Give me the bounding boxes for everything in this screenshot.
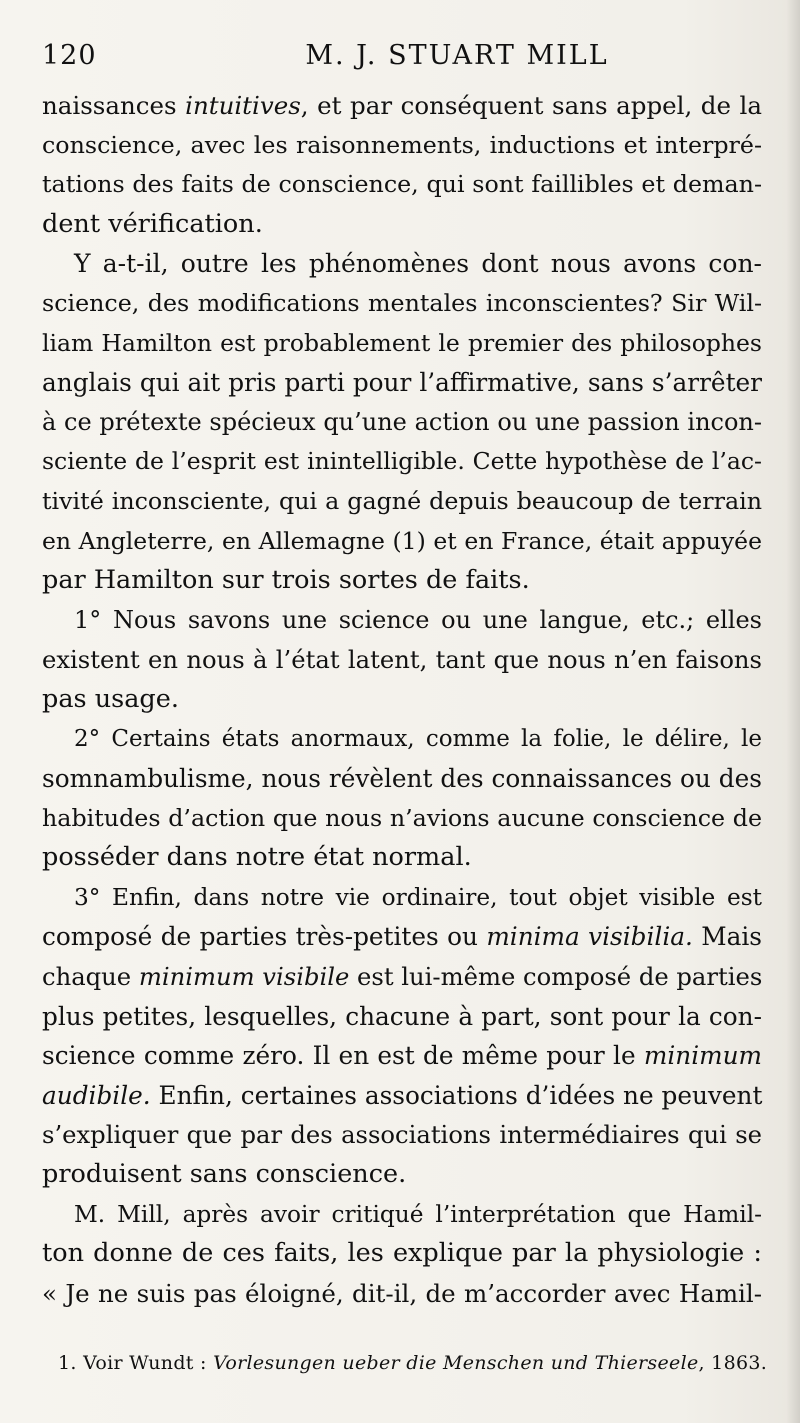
text-run: posséder dans notre état normal.	[42, 842, 472, 873]
italic-phrase: minimum visibile	[138, 962, 350, 992]
footnote	[58, 1352, 768, 1374]
text-line	[42, 442, 762, 482]
text-run: par Hamilton sur trois sortes de faits.	[42, 565, 530, 596]
text-run: ton donne de ces faits, les explique par la physiologie :	[42, 1238, 762, 1269]
text-run: existent en nous à l’état latent, tant que nous n’en faisons	[42, 645, 762, 675]
text-run: conscience, avec les raisonnements, inductions et interpré-	[42, 130, 762, 159]
text-run: liam Hamilton est probablement le premier des philosophes	[42, 328, 762, 357]
page-header	[42, 38, 762, 78]
text-line	[42, 759, 762, 799]
text-line	[42, 1195, 762, 1235]
footnote-lead: 1. Voir Wundt :	[58, 1352, 214, 1374]
footnote-tail: , 1863.	[698, 1352, 768, 1374]
text-run: 1° Nous savons une science ou une langue, etc.; elles	[74, 605, 762, 634]
text-line	[42, 1274, 762, 1314]
text-line	[42, 680, 762, 720]
text-run: M. Mill, après avoir critiqué l’interprétation que Hamil-	[74, 1200, 762, 1228]
text-line	[42, 1076, 762, 1116]
text-run: Y a-t-il, outre les phénomènes dont nous avons con-	[74, 249, 762, 279]
text-run: anglais qui ait pris parti pour l’affirmative, sans s’arrêter	[42, 368, 762, 398]
page-edge-shadow	[786, 0, 800, 1423]
text-line	[42, 561, 762, 601]
text-line	[42, 165, 762, 205]
text-line	[42, 917, 762, 957]
text-run: habitudes d’action que nous n’avions aucune conscience de	[42, 803, 762, 832]
text-run: « Je ne suis pas éloigné, dit-il, de m’accorder avec Hamil-	[42, 1278, 762, 1308]
text-run: naissances	[42, 91, 186, 120]
text-run: en Angleterre, en Allemagne (1) et en France, était appuyée	[42, 526, 762, 555]
text-line	[42, 1036, 762, 1076]
text-run: science comme zéro. Il en est de même pour le	[42, 1041, 644, 1071]
text-line	[42, 86, 762, 126]
text-run: tivité inconsciente, qui a gagné depuis beaucoup de terrain	[42, 486, 762, 515]
text-run: Mais	[692, 922, 762, 952]
footnote-title: Vorlesungen ueber die Menschen und Thierseele	[213, 1352, 699, 1374]
text-run: pas usage.	[42, 683, 179, 714]
italic-phrase: minima visibilia.	[486, 922, 693, 952]
text-line	[42, 522, 762, 562]
text-run: science, des modifications mentales inconscientes? Sir Wil-	[42, 288, 762, 317]
text-line	[42, 720, 762, 760]
italic-phrase: minimum	[643, 1041, 762, 1071]
text-line	[42, 126, 762, 166]
text-run: composé de parties très-petites ou	[42, 922, 487, 952]
text-run: sciente de l’esprit est inintelligible. Cette hypothèse de l’ac-	[42, 447, 762, 476]
text-run: somnambulisme, nous révèlent des connaissances ou des	[42, 764, 762, 794]
page-number: 120	[42, 40, 97, 71]
text-line	[42, 799, 762, 839]
text-line	[42, 324, 762, 364]
text-run: produisent sans conscience.	[42, 1159, 407, 1190]
text-run: dent vérification.	[42, 208, 263, 239]
text-line	[42, 363, 762, 403]
text-run: , et par conséquent sans appel, de la	[300, 91, 762, 120]
text-run: tations des faits de conscience, qui sont faillibles et deman-	[42, 170, 762, 199]
text-run: chaque	[42, 962, 139, 992]
text-line	[42, 244, 762, 284]
body-text	[42, 86, 762, 1313]
text-run: 2° Certains états anormaux, comme la folie, le délire, le	[74, 725, 762, 752]
running-head: M. J. STUART MILL	[305, 40, 609, 71]
text-line	[42, 957, 762, 997]
text-line	[42, 997, 762, 1037]
text-run: Enfin, certaines associations d’idées ne peuvent	[150, 1080, 763, 1110]
text-line	[42, 838, 762, 878]
text-run: à ce prétexte spécieux qu’une action ou une passion incon-	[42, 407, 762, 436]
text-line	[42, 403, 762, 443]
text-run: 3° Enfin, dans notre vie ordinaire, tout objet visible est	[74, 883, 762, 911]
text-line	[42, 205, 762, 245]
text-line	[42, 482, 762, 522]
text-line	[42, 1234, 762, 1274]
text-run: s’expliquer que par des associations intermédiaires qui se	[42, 1120, 762, 1150]
text-line	[42, 640, 762, 680]
text-line	[42, 284, 762, 324]
text-line	[42, 601, 762, 641]
text-run: est lui-même composé de parties	[349, 962, 763, 992]
text-run: plus petites, lesquelles, chacune à part, sont pour la con-	[42, 1001, 762, 1031]
text-line	[42, 878, 762, 918]
italic-phrase: intuitives	[185, 91, 301, 120]
text-line	[42, 1155, 762, 1195]
text-line	[42, 1115, 762, 1155]
italic-phrase: audibile.	[42, 1080, 151, 1110]
